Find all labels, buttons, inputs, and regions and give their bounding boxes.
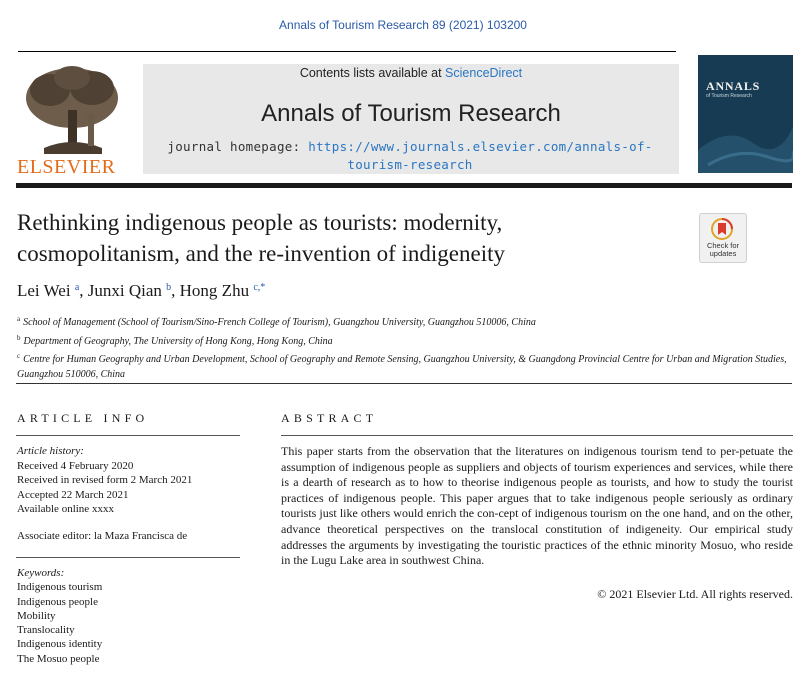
keywords-divider <box>16 557 240 558</box>
journal-title: Annals of Tourism Research <box>261 100 561 127</box>
cover-subtitle: of Tourism Research <box>706 93 752 99</box>
history-item: Received 4 February 2020 <box>17 459 134 472</box>
abstract-heading: ABSTRACT <box>281 411 378 425</box>
check-updates-line2: updates <box>709 249 737 258</box>
author-list: Lei Wei $^a$, Junxi Qian $^b$, Hong Zhu $^{c,*}$ <box>17 281 266 300</box>
section-divider <box>16 383 792 384</box>
homepage-prefix: journal homepage: <box>167 139 301 154</box>
keyword-item: Mobility <box>17 609 56 622</box>
affiliation-item: $^c$ Centre for Human Geography and Urban Development, School of Geography and Remote Sensing, Guangzhou University, & Guangdong Provincial Centre for Urban and Migration Studies, Guangzhou 510006, China <box>17 352 787 380</box>
journal-homepage <box>160 138 660 174</box>
article-info-divider <box>16 435 240 436</box>
keyword-item: Indigenous people <box>17 595 98 608</box>
associate-editor: Associate editor: la Maza Francisca de <box>17 530 188 542</box>
header-divider <box>16 183 792 188</box>
homepage-url-line1[interactable]: https://www.journals.elsevier.com/annals-of- <box>308 139 653 154</box>
affiliation-item: $^b$ Department of Geography, The University of Hong Kong, Hong Kong, China <box>17 333 333 347</box>
cover-title: ANNALS <box>706 79 761 93</box>
copyright-notice: © 2021 Elsevier Ltd. All rights reserved. <box>597 587 793 601</box>
article-title-line1: Rethinking indigenous people as tourists: modernity, <box>17 210 503 235</box>
keywords <box>17 566 102 666</box>
affiliation-mark: c,* <box>253 282 266 293</box>
keyword-item: Indigenous tourism <box>17 581 103 594</box>
history-label: Article history: <box>17 445 84 457</box>
cover-art-icon <box>698 55 793 173</box>
contents-prefix: Contents lists available at <box>299 66 442 80</box>
abstract-text: This paper starts from the observation that the literatures on indigenous tourism tend to per-petuate the assumption of indigenous people as suppliers and objects of tourism experiences and services, while there is a dearth of research as to how to theorise indigenous people as tourists, and how to study the tourist practices of indigenous people. This paper argues that to take indigenous people seriously as ordinary tourists just like others would enrich the con-cept of indigenous tourism on the one hand, and on the other, advance theoretical perspectives on the translocal constitution of indigeneity. Our empirical study addresses the arguments by investigating the touristic practices of the ethnic minority Mosuo, who reside in the Lugu Lake area in southwest China. <box>281 444 793 568</box>
abstract-divider <box>281 435 793 436</box>
article-title-line2: cosmopolitanism, and the re-invention of indigeneity <box>17 241 506 266</box>
author[interactable]: Junxi Qian $^b$ <box>87 281 172 300</box>
keyword-item: The Mosuo people <box>17 652 100 665</box>
affiliations <box>17 312 797 382</box>
author[interactable]: Lei Wei $^a$ <box>17 281 80 300</box>
keywords-label: Keywords: <box>17 567 65 579</box>
article-title <box>17 207 677 269</box>
article-history <box>17 444 192 517</box>
journal-cover[interactable] <box>698 55 793 173</box>
keyword-item: Indigenous identity <box>17 638 103 651</box>
sciencedirect-link[interactable]: ScienceDirect <box>445 66 523 80</box>
contents-availability <box>143 66 679 80</box>
homepage-url-line2[interactable]: tourism-research <box>347 157 473 172</box>
journal-citation[interactable]: Annals of Tourism Research 89 (2021) 103200 <box>279 18 527 32</box>
article-info-heading: ARTICLE INFO <box>17 411 149 425</box>
history-item: Available online xxxx <box>17 503 114 515</box>
history-item: Accepted 22 March 2021 <box>17 488 129 501</box>
keyword-item: Translocality <box>17 624 75 637</box>
bookmark-check-icon <box>711 218 733 240</box>
publisher-name[interactable]: ELSEVIER <box>17 156 116 178</box>
affiliation-mark: b <box>166 282 172 293</box>
check-updates-line1: Check for <box>706 241 740 250</box>
history-item: Received in revised form 2 March 2021 <box>17 474 193 486</box>
affiliation-mark: a <box>74 282 80 293</box>
author[interactable]: Hong Zhu $^{c,*}$ <box>179 281 266 300</box>
top-divider <box>18 51 676 52</box>
affiliation-item: $^a$ School of Management (School of Tourism/Sino-French College of Tourism), Guangzhou University, Guangzhou 510006, China <box>17 315 536 328</box>
check-for-updates-label <box>699 242 747 258</box>
